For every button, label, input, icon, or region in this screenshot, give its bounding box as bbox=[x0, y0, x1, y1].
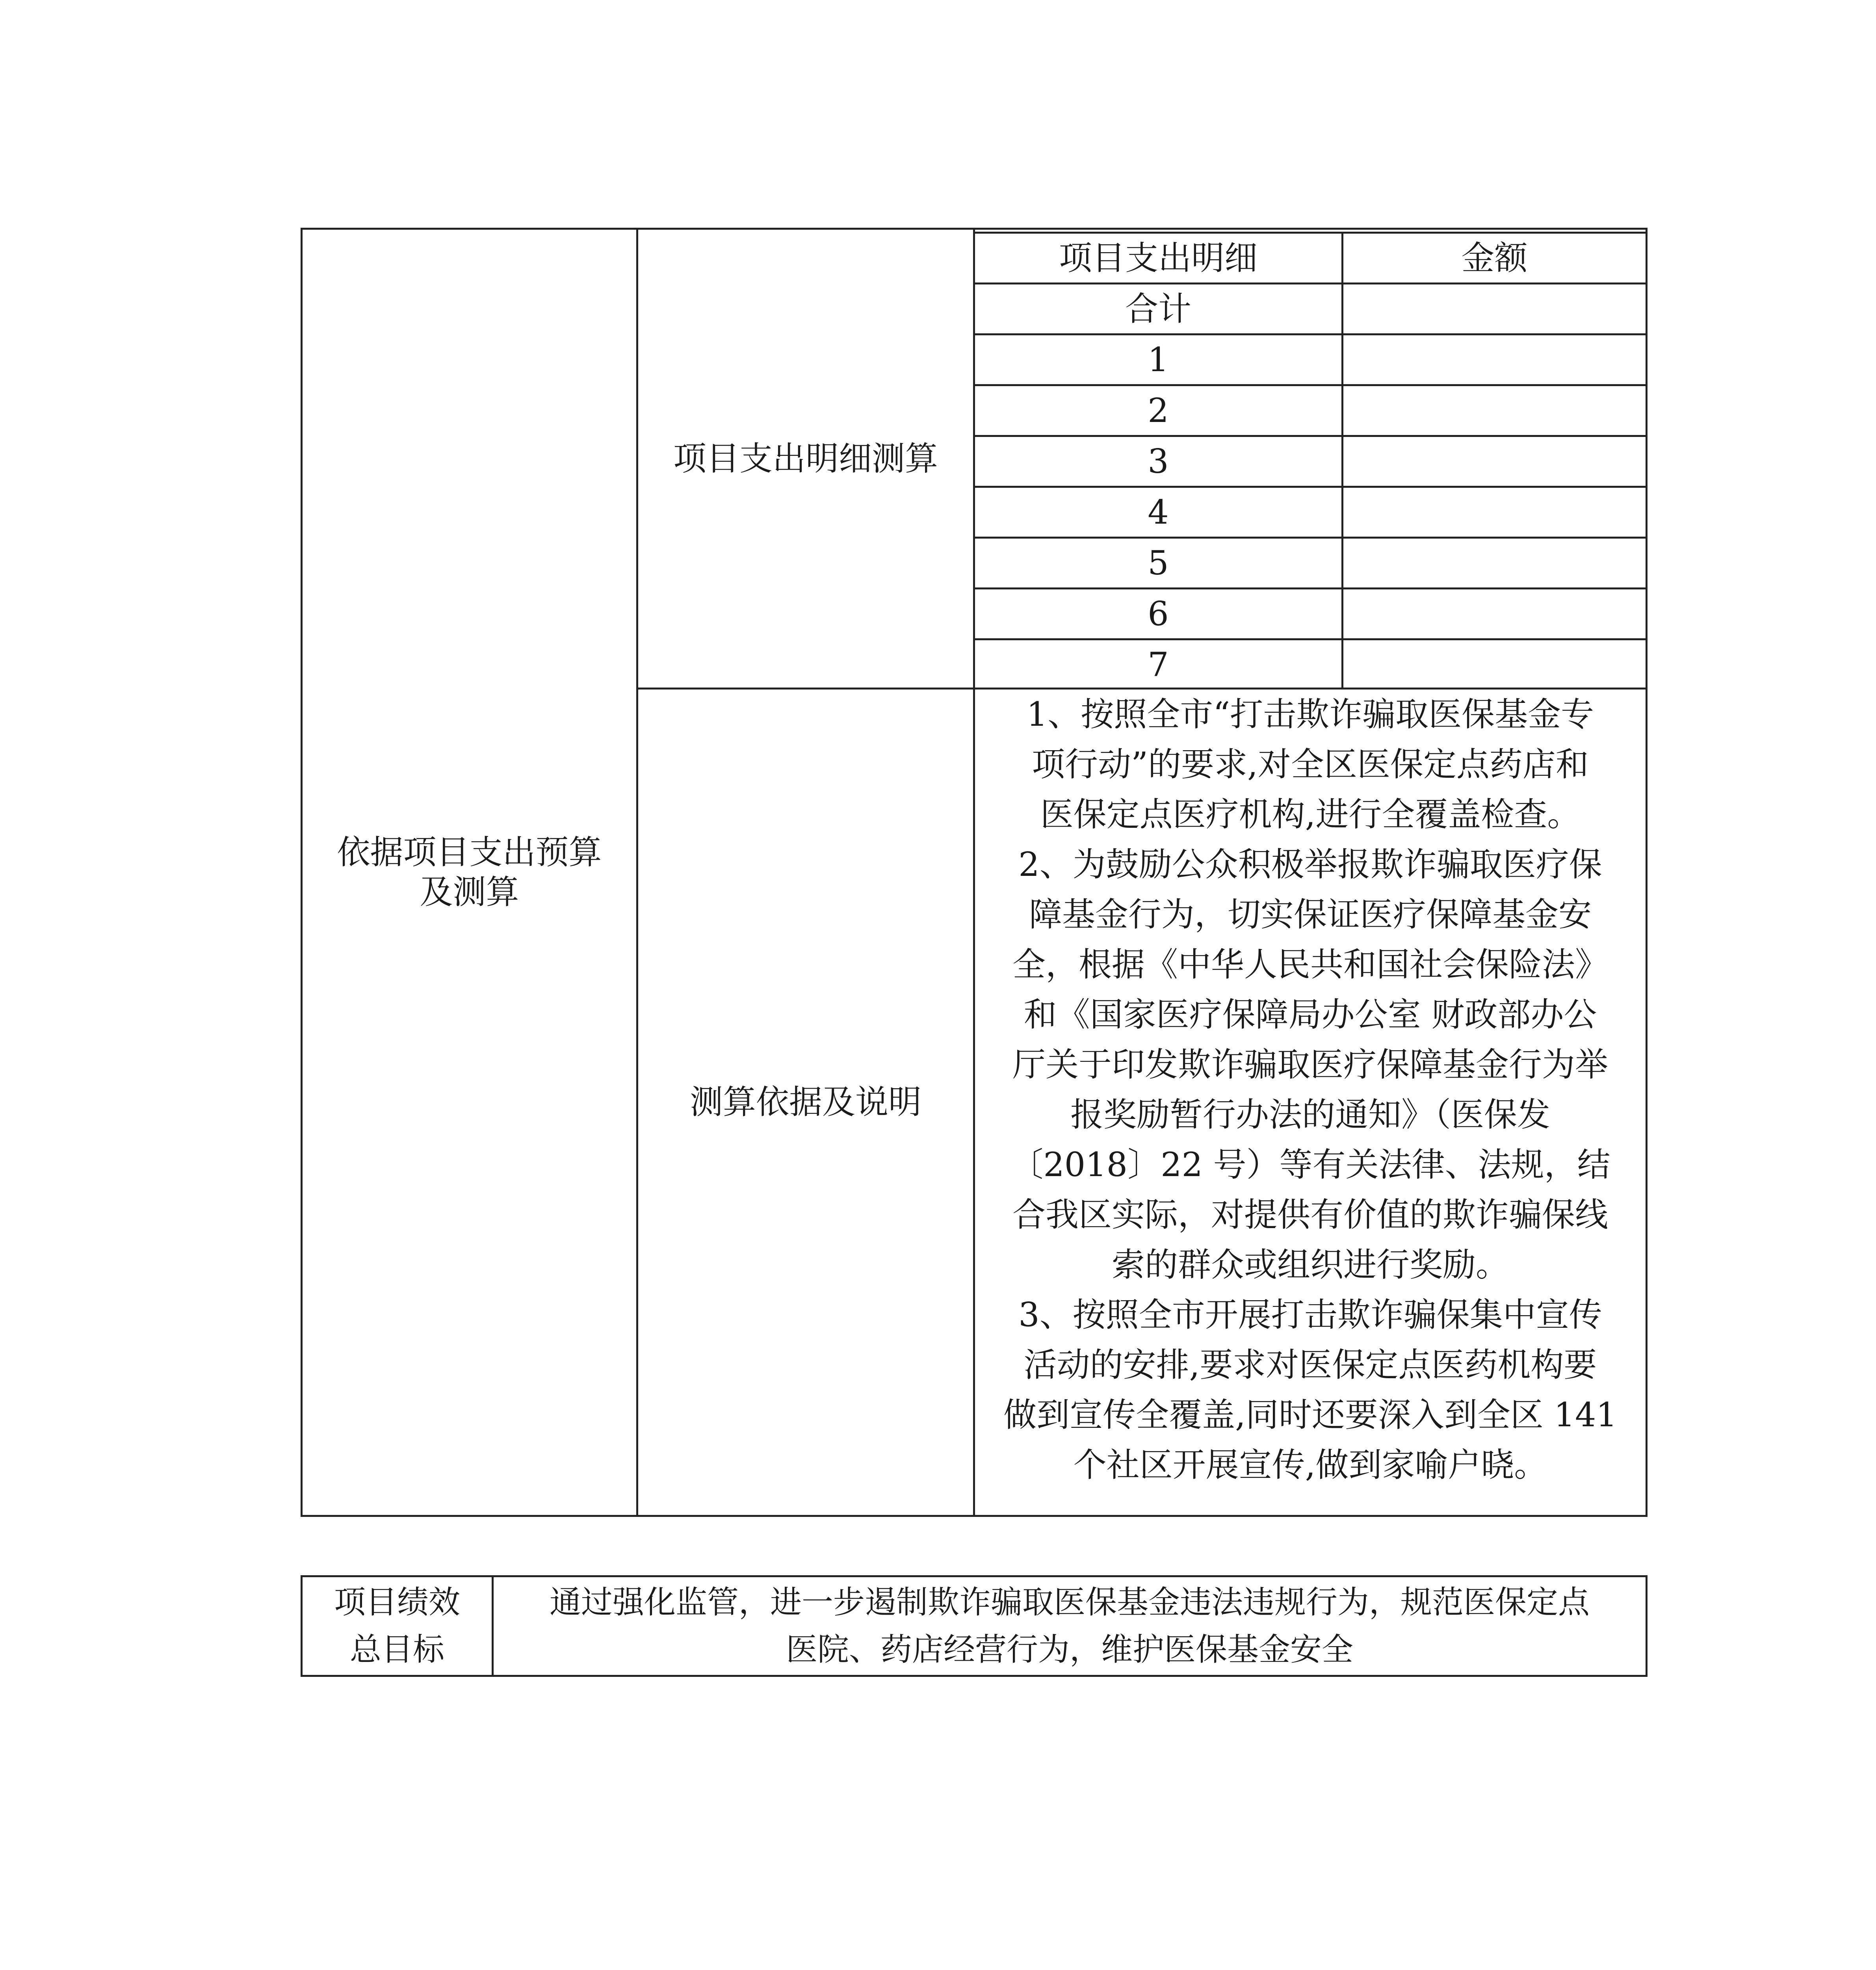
basis-line: 〔2018〕22 号）等有关法律、法规，结 bbox=[1010, 1145, 1610, 1184]
detail-row-item-7: 7 bbox=[1148, 645, 1169, 684]
basis-line: 厅关于印发欺诈骗取医疗保障基金行为举 bbox=[1012, 1045, 1608, 1084]
detail-header-amount bbox=[1343, 234, 1646, 282]
detail-row-item-5: 5 bbox=[1148, 543, 1169, 582]
table-row-item bbox=[975, 488, 1341, 537]
detail-calc-label-text: 项目支出明细测算 bbox=[673, 439, 938, 478]
goal-text-line1: 通过强化监管，进一步遏制欺诈骗取医保基金违法违规行为，规范医保定点 bbox=[550, 1584, 1590, 1621]
goal-label bbox=[303, 1577, 492, 1675]
detail-header-item-text: 项目支出明细 bbox=[1059, 238, 1257, 277]
basis-line: 项行动”的要求,对全区医保定点药店和 bbox=[1032, 745, 1589, 784]
table-row-item bbox=[975, 335, 1341, 384]
detail-row-item-total: 合计 bbox=[1125, 289, 1191, 328]
table-row-item bbox=[975, 386, 1341, 435]
table-row-amount bbox=[1343, 386, 1646, 435]
basis-line: 个社区开展宣传,做到家喻户晓。 bbox=[1073, 1446, 1547, 1484]
table-row-amount bbox=[1343, 589, 1646, 638]
detail-row-item-3: 3 bbox=[1148, 442, 1169, 481]
basis-line: 3、按照全市开展打击欺诈骗保集中宣传 bbox=[1018, 1295, 1602, 1334]
table-row-amount bbox=[1343, 539, 1646, 587]
basis-line: 障基金行为，切实保证医疗保障基金安 bbox=[1029, 895, 1592, 934]
detail-row-item-4: 4 bbox=[1148, 492, 1169, 532]
calc-basis-label-text: 测算依据及说明 bbox=[689, 1083, 921, 1122]
budget-basis-label bbox=[303, 230, 636, 1515]
goal-label-line2: 总目标 bbox=[350, 1631, 444, 1668]
basis-line: 2、为鼓励公众积极举报欺诈骗取医疗保 bbox=[1018, 845, 1602, 884]
table-row-item bbox=[975, 437, 1341, 486]
budget-basis-label-line1: 依据项目支出预算 bbox=[337, 833, 602, 872]
table-row-item bbox=[975, 640, 1341, 689]
basis-line: 和《国家医疗保障局办公室 财政部办公 bbox=[1023, 995, 1597, 1034]
basis-line: 1、按照全市“打击欺诈骗取医保基金专 bbox=[1026, 695, 1594, 734]
basis-line: 报奖励暂行办法的通知》（医保发 bbox=[1070, 1095, 1550, 1134]
calc-basis-text bbox=[975, 690, 1646, 1490]
goal-label-line1: 项目绩效 bbox=[334, 1584, 460, 1621]
detail-calc-label bbox=[638, 230, 973, 688]
table-row-amount bbox=[1343, 284, 1646, 333]
table-row-item bbox=[975, 539, 1341, 587]
table-row-amount bbox=[1343, 640, 1646, 689]
budget-basis-label-line2: 及测算 bbox=[420, 873, 519, 911]
basis-line: 索的群众或组织进行奖励。 bbox=[1111, 1245, 1509, 1284]
detail-row-item-2: 2 bbox=[1148, 391, 1169, 430]
basis-line: 医保定点医疗机构,进行全覆盖检查。 bbox=[1040, 795, 1581, 834]
detail-header-item bbox=[975, 234, 1341, 282]
table-row-item bbox=[975, 284, 1341, 333]
basis-line: 活动的安排,要求对医保定点医药机构要 bbox=[1023, 1346, 1597, 1384]
goal-text-line2: 医院、药店经营行为，维护医保基金安全 bbox=[786, 1631, 1353, 1668]
table-row-amount bbox=[1343, 437, 1646, 486]
table-border-right bbox=[1646, 228, 1648, 1517]
table-row-amount bbox=[1343, 488, 1646, 537]
table-row-item bbox=[975, 589, 1341, 638]
basis-line: 全，根据《中华人民共和国社会保险法》 bbox=[1012, 945, 1608, 984]
performance-goal-table bbox=[301, 1575, 1648, 1677]
table-row-amount bbox=[1343, 335, 1646, 384]
detail-header-amount-text: 金额 bbox=[1461, 238, 1528, 277]
calc-basis-label bbox=[638, 690, 973, 1515]
detail-row-item-1: 1 bbox=[1148, 340, 1169, 379]
detail-row-item-6: 6 bbox=[1148, 594, 1169, 633]
goal-text bbox=[494, 1579, 1646, 1673]
basis-line: 做到宣传全覆盖,同时还要深入到全区 141 bbox=[1003, 1396, 1617, 1434]
basis-line: 合我区实际，对提供有价值的欺诈骗保线 bbox=[1012, 1195, 1608, 1234]
